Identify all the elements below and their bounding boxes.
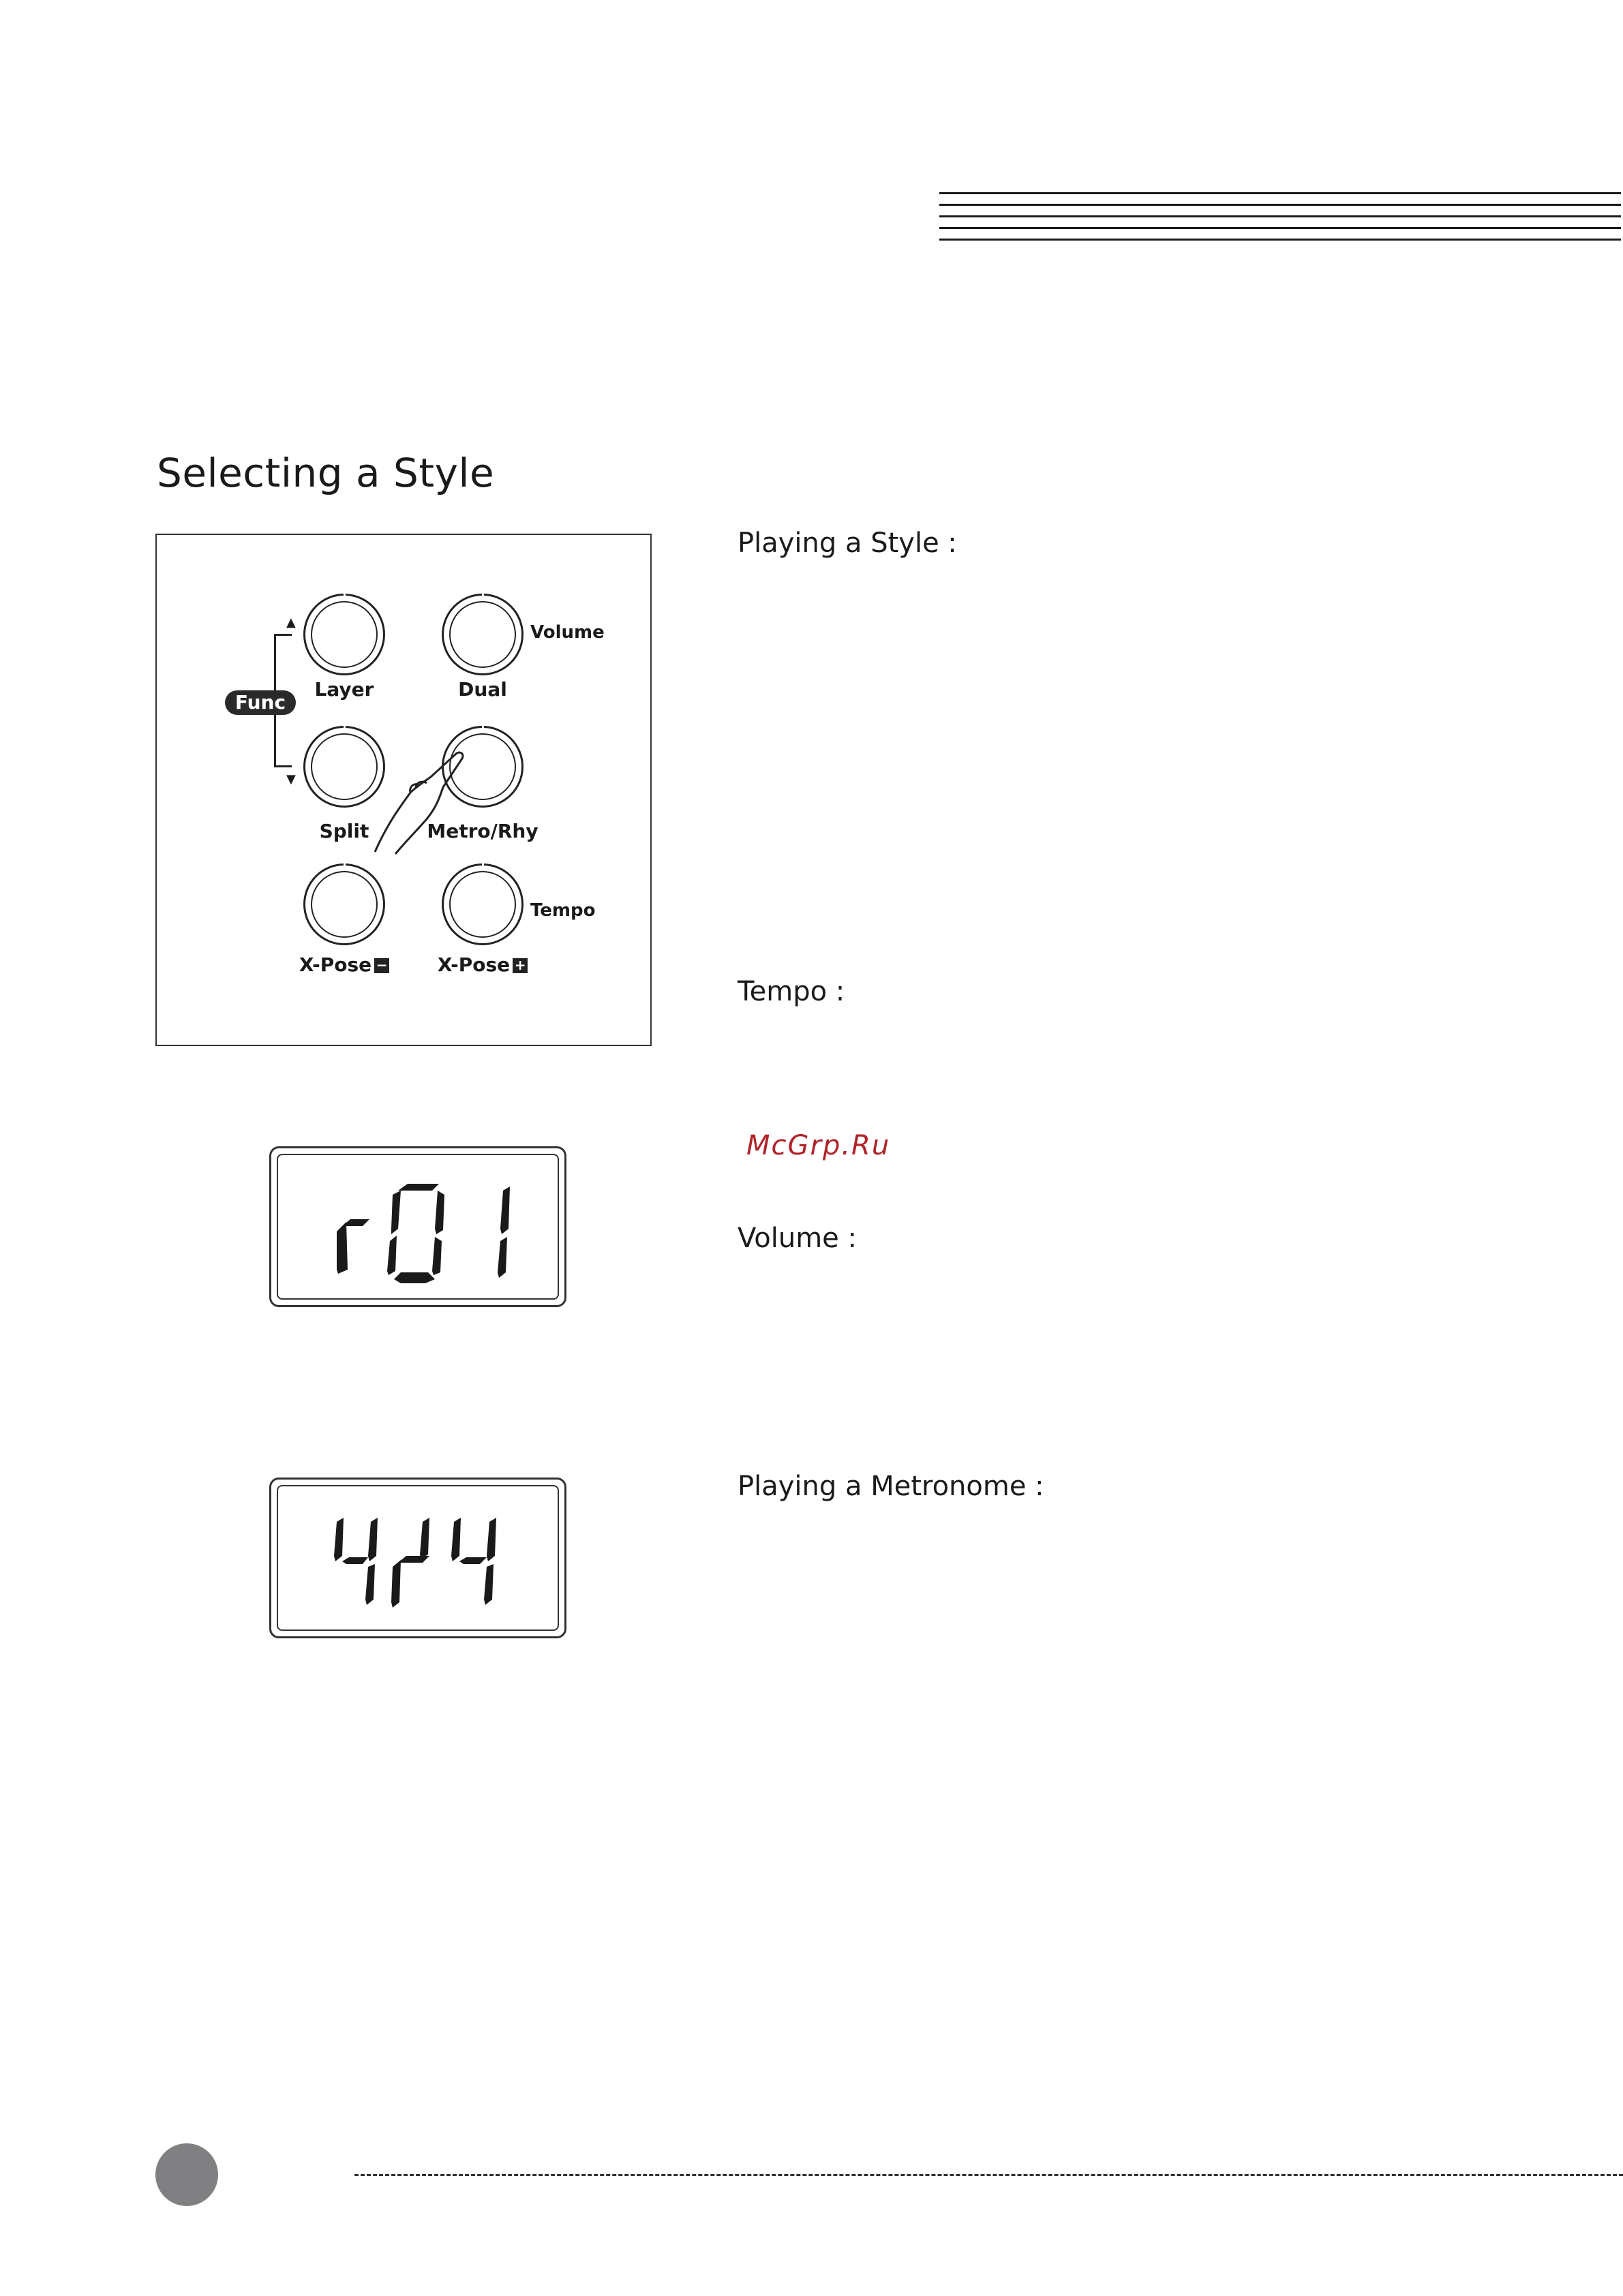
xpose-plus-button[interactable]: [442, 863, 524, 945]
lcd-style-segments: [271, 1148, 568, 1309]
layer-label: Layer: [314, 678, 374, 701]
xpose-minus-button[interactable]: [303, 863, 385, 945]
heading-tempo: Tempo :: [738, 976, 845, 1007]
xpose-minus-label: X-Pose −: [269, 953, 419, 976]
split-label: Split: [319, 820, 369, 842]
lcd-display-style: [269, 1146, 566, 1307]
watermark-text: McGrp.Ru: [746, 1130, 891, 1161]
dual-button[interactable]: [442, 594, 524, 675]
metro-rhy-label: Metro/Rhy: [427, 820, 539, 842]
layer-button[interactable]: [303, 594, 385, 675]
plus-icon: +: [513, 958, 528, 973]
volume-label: Volume: [530, 622, 605, 643]
func-badge: Func: [225, 690, 296, 715]
up-triangle-icon: ▲: [286, 615, 296, 630]
control-panel-illustration: [155, 534, 652, 1046]
page-number-marker: [155, 2143, 218, 2206]
down-triangle-icon: ▼: [286, 772, 296, 786]
xpose-plus-label: X-Pose +: [408, 953, 558, 976]
lcd-metronome-segments: [271, 1480, 568, 1640]
pointing-hand-icon: [368, 739, 470, 855]
page-title: Selecting a Style: [157, 450, 495, 496]
heading-metronome: Playing a Metronome :: [738, 1471, 1044, 1502]
lcd-display-metronome: [269, 1478, 566, 1638]
dual-label: Dual: [458, 678, 507, 701]
footer-dashed-line: [354, 2174, 1623, 2176]
decorative-lines: [939, 192, 1623, 247]
minus-icon: −: [374, 958, 389, 973]
heading-volume: Volume :: [738, 1223, 857, 1254]
tempo-label: Tempo: [530, 900, 596, 921]
heading-playing-style: Playing a Style :: [738, 527, 957, 559]
